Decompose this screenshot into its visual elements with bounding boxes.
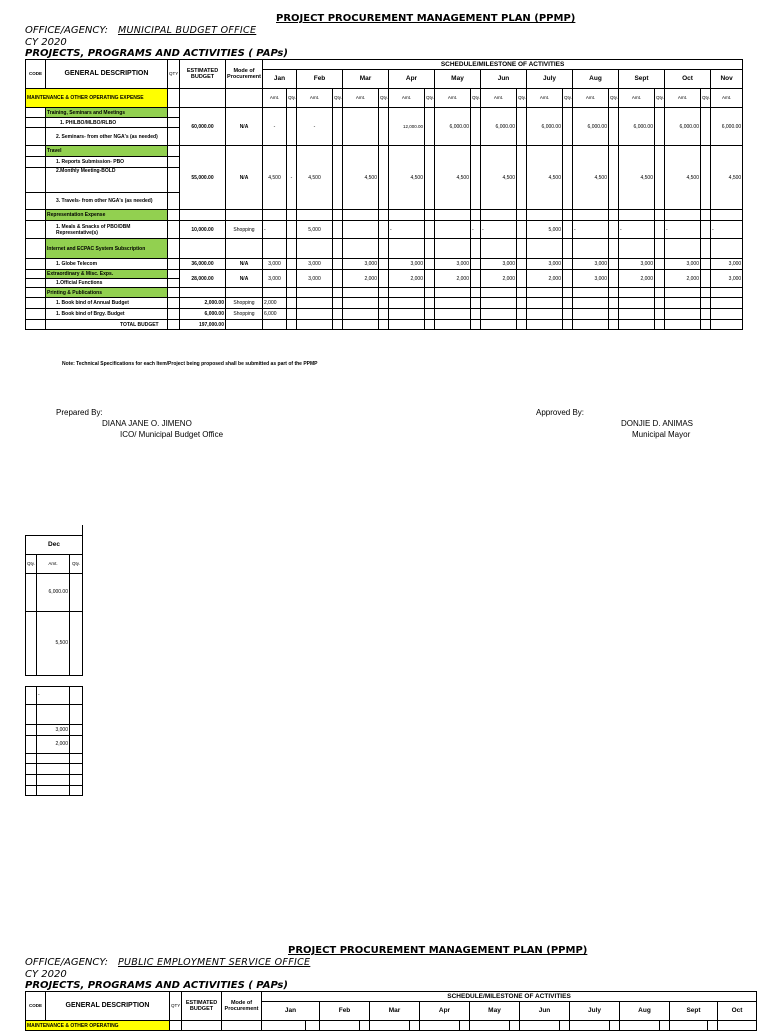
qty-sub-header: Qty. bbox=[333, 89, 343, 108]
category-internet: Internet and ECPAC System Subscription bbox=[46, 239, 168, 259]
plan2-month-oct: Oct bbox=[718, 1002, 757, 1021]
category-travel: Travel bbox=[46, 146, 168, 157]
dec-meals: - bbox=[37, 686, 70, 704]
amt-jan: - bbox=[263, 108, 287, 146]
item-official: 1.Official Functions bbox=[46, 279, 168, 288]
plan2-budget-header: ESTIMATED BUDGET bbox=[182, 992, 222, 1021]
month-mar: Mar bbox=[343, 70, 389, 89]
month-oct: Oct bbox=[665, 70, 711, 89]
amt-jun: 6,000.00 bbox=[481, 108, 517, 146]
month-aug: Aug bbox=[573, 70, 619, 89]
amt-aug: 4,500 bbox=[573, 146, 609, 210]
table-row bbox=[26, 259, 743, 270]
table-row bbox=[26, 309, 743, 320]
description-header: GENERAL DESCRIPTION bbox=[46, 60, 168, 89]
note-text: Note: Technical Specifications for each Item/Project being proposed shall be submitted as part of the PPMP bbox=[62, 361, 318, 367]
amt-mar: 3,000 bbox=[343, 259, 379, 270]
dec-training: 6,000.00 bbox=[37, 573, 70, 611]
item-seminars: 2. Seminars- from other NGA's (as needed) bbox=[46, 128, 168, 146]
category-printing: Printing & Publications bbox=[46, 288, 168, 298]
dec-travel: 5,500 bbox=[37, 611, 70, 675]
budget-extra: 28,000.00 bbox=[180, 270, 226, 288]
amt-july: 3,000 bbox=[527, 259, 563, 270]
item-globe: 1. Globe Telecom bbox=[46, 259, 168, 270]
table-row bbox=[26, 146, 743, 157]
table-row bbox=[26, 210, 743, 221]
plan-title: PROJECT PROCUREMENT MANAGEMENT PLAN (PPMP) bbox=[276, 13, 576, 24]
plan2-office-label: OFFICE/AGENCY: bbox=[25, 957, 108, 968]
plan2-description-header: GENERAL DESCRIPTION bbox=[46, 992, 170, 1021]
plan2-schedule-header: SCHEDULE/MILESTONE OF ACTIVITIES bbox=[262, 992, 757, 1002]
total-value: 197,000.00 bbox=[180, 320, 226, 330]
month-nov: Nov bbox=[711, 70, 743, 89]
prepared-name: DIANA JANE O. JIMENO bbox=[102, 419, 192, 428]
amt-mar: 4,500 bbox=[343, 146, 379, 210]
mode-header: Mode of Procurement bbox=[226, 60, 263, 89]
amt-nov: 4,500 bbox=[711, 146, 743, 210]
amt-sub-header: Amt. bbox=[435, 89, 471, 108]
amt-feb: 3,000 bbox=[297, 270, 333, 288]
month-dec: Dec bbox=[26, 535, 83, 554]
qty-sub-header: Qty. bbox=[701, 89, 711, 108]
table-row bbox=[26, 298, 743, 309]
amt-jan: 4,500 bbox=[263, 146, 287, 210]
plan2-month-july: July bbox=[570, 1002, 620, 1021]
amt-jan: 3,000 bbox=[263, 270, 287, 288]
table-row bbox=[26, 108, 743, 118]
amt-oct: 6,000.00 bbox=[665, 108, 701, 146]
dec-extra: 2,000 bbox=[37, 735, 70, 753]
item-reports: 1. Reports Submission- PBO bbox=[46, 157, 168, 168]
amt-sub-header: Amt. bbox=[665, 89, 701, 108]
plan2-mode-header: Mode of Procurement bbox=[222, 992, 262, 1021]
table-row bbox=[26, 221, 743, 239]
amt-sub-header: Amt. bbox=[37, 554, 70, 573]
amt-oct: - bbox=[665, 221, 701, 239]
approved-title: Municipal Mayor bbox=[632, 430, 691, 439]
amt-nov: - bbox=[711, 221, 743, 239]
office-line bbox=[25, 25, 256, 36]
amt-sub-header: Amt. bbox=[343, 89, 379, 108]
office-value: MUNICIPAL BUDGET OFFICE bbox=[117, 25, 257, 36]
amt-oct: 4,500 bbox=[665, 146, 701, 210]
mode-meals: Shopping bbox=[226, 221, 263, 239]
table-row bbox=[26, 270, 743, 279]
amt-sub-header: Amt. bbox=[297, 89, 333, 108]
amt-may: 3,000 bbox=[435, 259, 471, 270]
item-meals: 1. Meals & Snacks of PBO/DBM Representative(s) bbox=[46, 221, 168, 239]
plan2-calendar-year: CY 2020 bbox=[25, 969, 67, 980]
qty-sub-header: Qty. bbox=[609, 89, 619, 108]
amt-jan: 3,000 bbox=[263, 259, 287, 270]
amt-apr: 3,000 bbox=[389, 259, 425, 270]
amt-jan: 6,000 bbox=[263, 309, 287, 320]
amt-sub-header: Amt. bbox=[389, 89, 425, 108]
amt-feb: - bbox=[297, 108, 333, 146]
plan2-month-sept: Sept bbox=[670, 1002, 718, 1021]
month-sept: Sept bbox=[619, 70, 665, 89]
header-row bbox=[26, 60, 743, 70]
month-may: May bbox=[435, 70, 481, 89]
amt-aug: 3,000 bbox=[573, 270, 609, 288]
qty-header: QTY bbox=[168, 60, 180, 89]
mode-travel: N/A bbox=[226, 146, 263, 210]
amt-jan: - bbox=[263, 221, 287, 239]
plan2-month-may: May bbox=[470, 1002, 520, 1021]
item-travels: 3. Travels- from other NGA's (as needed) bbox=[46, 193, 168, 210]
plan2-month-mar: Mar bbox=[370, 1002, 420, 1021]
qty-sub-header: Qty. bbox=[563, 89, 573, 108]
budget-globe: 36,000.00 bbox=[180, 259, 226, 270]
amt-sub-header: Amt. bbox=[263, 89, 287, 108]
mode-globe: N/A bbox=[226, 259, 263, 270]
amt-aug: 3,000 bbox=[573, 259, 609, 270]
amt-july: 5,000 bbox=[527, 221, 563, 239]
amt-sub-header: Amt. bbox=[711, 89, 743, 108]
paps-heading: PROJECTS, PROGRAMS AND ACTIVITIES ( PAPs) bbox=[25, 48, 288, 59]
amt-oct: 3,000 bbox=[665, 259, 701, 270]
amt-apr: - bbox=[389, 221, 425, 239]
amt-nov: 3,000 bbox=[711, 259, 743, 270]
month-apr: Apr bbox=[389, 70, 435, 89]
mode-book-annual: Shopping bbox=[226, 298, 263, 309]
mode-training: N/A bbox=[226, 108, 263, 146]
amt-oct: 2,000 bbox=[665, 270, 701, 288]
amt-sub-header: Amt. bbox=[481, 89, 517, 108]
amt-mar bbox=[343, 108, 379, 146]
amt-sub-header: Amt. bbox=[527, 89, 563, 108]
office-label: OFFICE/AGENCY: bbox=[25, 25, 108, 36]
month-jun: Jun bbox=[481, 70, 527, 89]
plan2-qty-header: QTY bbox=[170, 992, 182, 1021]
amt-jun: 3,000 bbox=[481, 259, 517, 270]
code-header: CODE bbox=[26, 60, 46, 89]
month-feb: Feb bbox=[297, 70, 343, 89]
amt-feb: 5,000 bbox=[297, 221, 333, 239]
amt-feb: 3,000 bbox=[297, 259, 333, 270]
amt-mar: 2,000 bbox=[343, 270, 379, 288]
mode-book-brgy: Shopping bbox=[226, 309, 263, 320]
item-book-annual: 1. Book bind of Annual Budget bbox=[46, 298, 168, 309]
plan2-paps-heading: PROJECTS, PROGRAMS AND ACTIVITIES ( PAPs) bbox=[25, 980, 288, 991]
amt-jun: 2,000 bbox=[481, 270, 517, 288]
month-jan: Jan bbox=[263, 70, 297, 89]
amt-may: 2,000 bbox=[435, 270, 471, 288]
approved-by-label: Approved By: bbox=[536, 408, 585, 417]
budget-travel: 55,000.00 bbox=[180, 146, 226, 210]
amt-feb: 4,500 bbox=[297, 146, 333, 210]
plan2-month-apr: Apr bbox=[420, 1002, 470, 1021]
qty-sub-header: Qty. bbox=[517, 89, 527, 108]
amt-may: 4,500 bbox=[435, 146, 471, 210]
calendar-year: CY 2020 bbox=[25, 37, 67, 48]
dec-table bbox=[25, 525, 83, 796]
plan2-table bbox=[25, 991, 757, 1031]
budget-book-annual: 2,000.00 bbox=[180, 298, 226, 309]
mooe-label: MAINTENANCE & OTHER OPERATING EXPENSE bbox=[26, 89, 168, 108]
amt-july: 2,000 bbox=[527, 270, 563, 288]
amt-sept: - bbox=[619, 221, 655, 239]
table-row bbox=[26, 239, 743, 259]
amt-aug: 6,000.00 bbox=[573, 108, 609, 146]
plan2-month-jun: Jun bbox=[520, 1002, 570, 1021]
plan2-month-feb: Feb bbox=[320, 1002, 370, 1021]
qty-sub-header: Qty. bbox=[425, 89, 435, 108]
category-training: Training, Seminars and Meetings bbox=[46, 108, 168, 118]
schedule-header: SCHEDULE/MILESTONE OF ACTIVITIES bbox=[263, 60, 743, 70]
total-label: TOTAL BUDGET bbox=[46, 320, 168, 330]
amt-apr: 12,000.00 bbox=[389, 108, 425, 146]
item-book-brgy: 1. Book bind of Brgy. Budget bbox=[46, 309, 168, 320]
plan2-month-aug: Aug bbox=[620, 1002, 670, 1021]
amt-jun: - bbox=[481, 221, 517, 239]
qty-may: - bbox=[471, 221, 481, 239]
category-representation: Representation Expense bbox=[46, 210, 168, 221]
amt-sept: 4,500 bbox=[619, 146, 655, 210]
budget-header: ESTIMATED BUDGET bbox=[180, 60, 226, 89]
plan2-code-header: CODE bbox=[26, 992, 46, 1021]
amt-jun: 4,500 bbox=[481, 146, 517, 210]
amt-july: 4,500 bbox=[527, 146, 563, 210]
amt-jan: 2,000 bbox=[263, 298, 287, 309]
dec-globe: 3,000 bbox=[37, 724, 70, 735]
plan2-office-value: PUBLIC EMPLOYMENT SERVICE OFFICE bbox=[117, 957, 311, 968]
budget-meals: 10,000.00 bbox=[180, 221, 226, 239]
amt-apr: 2,000 bbox=[389, 270, 425, 288]
qty-sub-header: Qty. bbox=[379, 89, 389, 108]
item-philbo: 1. PHILBO/MLBO/RLBO bbox=[46, 118, 168, 128]
category-extraordinary: Extraordinary & Misc. Exps. bbox=[46, 270, 168, 279]
mode-extra: N/A bbox=[226, 270, 263, 288]
month-july: July bbox=[527, 70, 573, 89]
amt-sept: 6,000.00 bbox=[619, 108, 655, 146]
prepared-title: ICO/ Municipal Budget Office bbox=[120, 430, 224, 439]
mooe-row bbox=[26, 89, 743, 108]
qty-sub-header: Qty. bbox=[287, 89, 297, 108]
qty-sub-header: Qty. bbox=[471, 89, 481, 108]
approved-name: DONJIE D. ANIMAS bbox=[621, 419, 694, 428]
amt-sub-header: Amt. bbox=[619, 89, 655, 108]
item-monthly: 2.Monthly Meeting-BOLD bbox=[46, 168, 168, 193]
plan2-mooe-label: MAINTENANCE & OTHER OPERATING bbox=[26, 1021, 170, 1031]
amt-aug: - bbox=[573, 221, 609, 239]
table-row bbox=[26, 288, 743, 298]
plan2-title: PROJECT PROCUREMENT MANAGEMENT PLAN (PPMP) bbox=[288, 945, 588, 956]
ppmp-table bbox=[25, 59, 743, 330]
amt-sept: 3,000 bbox=[619, 259, 655, 270]
qty-sub-header: Qty. bbox=[70, 554, 83, 573]
plan2-office-line bbox=[25, 957, 310, 968]
budget-book-brgy: 6,000.00 bbox=[180, 309, 226, 320]
qty-sub-header: Qty. bbox=[655, 89, 665, 108]
qty-jan: - bbox=[287, 146, 297, 210]
amt-may: 6,000.00 bbox=[435, 108, 471, 146]
prepared-by-label: Prepared By: bbox=[56, 408, 103, 417]
amt-apr: 4,500 bbox=[389, 146, 425, 210]
qty-sub-header: Qty. bbox=[26, 554, 37, 573]
amt-nov: 6,000.00 bbox=[711, 108, 743, 146]
budget-training: 60,000.00 bbox=[180, 108, 226, 146]
amt-sept: 2,000 bbox=[619, 270, 655, 288]
plan2-month-jan: Jan bbox=[262, 1002, 320, 1021]
total-row bbox=[26, 320, 743, 330]
amt-sub-header: Amt. bbox=[573, 89, 609, 108]
amt-nov: 3,000 bbox=[711, 270, 743, 288]
amt-july: 6,000.00 bbox=[527, 108, 563, 146]
